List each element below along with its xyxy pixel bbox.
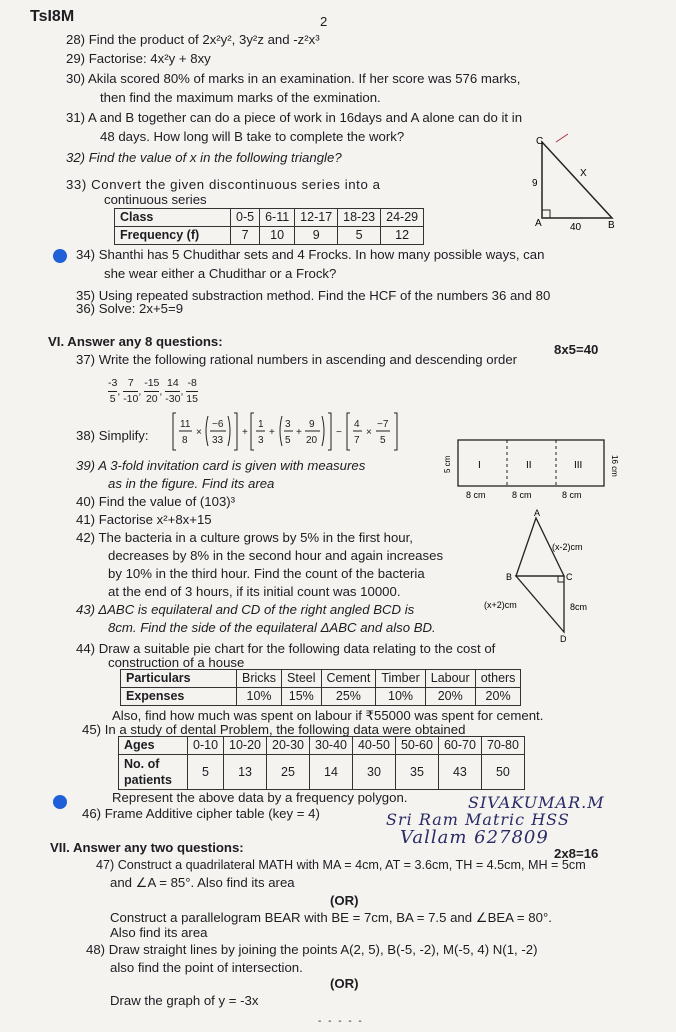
simplify-expression: [172, 408, 422, 454]
question-47: 47) Construct a quadrilateral MATH with MA = 4cm, AT = 3.6cm, TH = 4.5cm, MH = 5cm: [96, 858, 586, 872]
svg-text:8: 8: [182, 435, 188, 446]
blue-dot-marker-2: [53, 795, 67, 809]
svg-text:9: 9: [309, 419, 315, 430]
handwritten-place: Vallam 627809: [400, 827, 549, 848]
svg-text:−6: −6: [212, 419, 224, 430]
svg-text:+: +: [242, 427, 248, 438]
class-frequency-table: Class 0-5 6-11 12-17 18-23 24-29 Frequency (f) 7 10 9 5 12: [114, 208, 424, 245]
svg-text:33: 33: [212, 435, 224, 446]
question-35: 35) Using repeated substraction method. Find the HCF of the numbers 36 and 80: [76, 288, 551, 303]
handwritten-name: SIVAKUMAR.M: [468, 793, 605, 812]
svg-text:×: ×: [196, 427, 202, 438]
question-45: 45) In a study of dental Problem, the following data were obtained: [82, 722, 466, 737]
question-37: 37) Write the following rational numbers in ascending and descending order: [76, 352, 518, 367]
question-47-alt: Construct a parallelogram BEAR with BE = 7cm, BA = 7.5 and ∠BEA = 80°.: [110, 910, 552, 925]
question-47-alt2: Also find its area: [110, 925, 208, 940]
svg-text:−7: −7: [377, 419, 389, 430]
triangle-shape: [542, 142, 612, 218]
svg-text:3: 3: [285, 419, 291, 430]
blue-dot-marker: [53, 249, 67, 263]
svg-text:5: 5: [380, 435, 386, 446]
question-42-line4: at the end of 3 hours, if its initial count was 10000.: [108, 584, 401, 599]
right-triangle-figure: [520, 130, 620, 235]
question-39-line2: as in the figure. Find its area: [108, 476, 275, 491]
question-33-line2: continuous series: [104, 192, 207, 207]
question-44: 44) Draw a suitable pie chart for the following data relating to the cost of: [76, 641, 496, 656]
fig-ac-label: (x-2)cm: [552, 542, 583, 552]
svg-text:20: 20: [306, 435, 318, 446]
question-45-line2: Represent the above data by a frequency polygon.: [112, 790, 408, 805]
or-divider-2: (OR): [330, 976, 359, 991]
question-46: 46) Frame Additive cipher table (key = 4): [82, 806, 320, 821]
question-40: 40) Find the value of (103)³: [76, 494, 236, 509]
rational-numbers-list: $\frac{-3}{5}$ , $\frac{7}{-10}$ , $\frac{-15}{20}$ , $\frac{14}{-30}$ , $\frac{-8}{15}$: [108, 377, 198, 405]
handwritten-school: Sri Ram Matric HSS: [386, 810, 570, 829]
fig-vertex-c: C: [566, 572, 573, 582]
section-vii-marks: 2x8=16: [554, 846, 599, 861]
question-30-line2: then find the maximum marks of the exmination.: [100, 90, 381, 105]
section-vii-title: VII. Answer any two questions:: [50, 840, 244, 855]
svg-text:+: +: [296, 427, 302, 438]
question-30: 30) Akila scored 80% of marks in an examination. If her score was 576 marks,: [66, 71, 521, 86]
section-vi-marks: 8x5=40: [554, 342, 599, 357]
panel-2: II: [526, 460, 532, 471]
svg-text:7: 7: [354, 435, 360, 446]
question-42-line3: by 10% in the third hour. Find the count of the bacteria: [108, 566, 425, 581]
svg-text:×: ×: [366, 427, 372, 438]
question-38: 38) Simplify:: [76, 428, 149, 443]
fig-cd-label: 8cm: [570, 602, 588, 612]
question-33: 33) Convert the given discontinuous series into a: [66, 177, 381, 192]
question-47-line2: and ∠A = 85°. Also find its area: [110, 875, 295, 890]
end-marker: - - - - -: [318, 1016, 364, 1027]
question-31-line2: 48 days. How long will B take to complete the work?: [100, 129, 405, 144]
vertex-b: B: [608, 220, 615, 231]
question-39: 39) A 3-fold invitation card is given with measures: [76, 458, 366, 473]
question-34-line2: she wear either a Chudithar or a Frock?: [104, 266, 337, 281]
or-divider-1: (OR): [330, 893, 359, 908]
dental-data-table: Ages 0-10 10-20 20-30 30-40 40-50 50-60 60-70 70-80 No. of patients 5 13 25 14 30 35 43 50: [118, 736, 525, 790]
invitation-card-figure: [440, 435, 620, 505]
question-32: 32) Find the value of x in the following triangle?: [66, 150, 342, 165]
side-bc-label: X: [580, 168, 587, 179]
construction-cost-table: Particulars Bricks Steel Cement Timber Labour others Expenses 10% 15% 25% 10% 20% 20%: [120, 669, 521, 706]
question-44-line2: construction of a house: [108, 655, 245, 670]
panel-2-width: 8 cm: [512, 490, 532, 500]
question-48-line2: also find the point of intersection.: [110, 960, 303, 975]
triangle-abcd-figure: [480, 506, 600, 646]
question-28: 28) Find the product of 2x²y², 3y²z and -z²x³: [66, 32, 320, 47]
fig-vertex-a: A: [534, 508, 541, 518]
section-vi-title: VI. Answer any 8 questions:: [48, 334, 223, 349]
side-ac-label: 9: [532, 178, 538, 189]
question-36: 36) Solve: 2x+5=9: [76, 301, 184, 316]
vertex-c: C: [536, 136, 544, 147]
side-ab-label: 40: [570, 222, 582, 233]
card-height-5cm: 5 cm: [443, 455, 452, 473]
fig-bd-label: (x+2)cm: [484, 600, 517, 610]
svg-text:4: 4: [354, 419, 360, 430]
fig-vertex-d: D: [560, 634, 567, 644]
panel-3: III: [574, 460, 583, 471]
page-number: 2: [320, 14, 328, 29]
svg-text:+: +: [269, 427, 275, 438]
question-42-line2: decreases by 8% in the second hour and again increases: [108, 548, 444, 563]
svg-text:5: 5: [285, 435, 291, 446]
panel-3-width: 8 cm: [562, 490, 582, 500]
panel-1: I: [478, 460, 481, 471]
vertex-a: A: [535, 218, 542, 229]
question-41: 41) Factorise x²+8x+15: [76, 512, 212, 527]
svg-text:11: 11: [180, 419, 191, 430]
question-29: 29) Factorise: 4x²y + 8xy: [66, 51, 211, 66]
paper-code: TsI8M: [30, 8, 75, 25]
svg-text:3: 3: [258, 435, 264, 446]
question-42: 42) The bacteria in a culture grows by 5% in the first hour,: [76, 530, 413, 545]
svg-text:1: 1: [258, 419, 264, 430]
svg-text:−: −: [336, 427, 342, 438]
question-48-alt: Draw the graph of y = -3x: [110, 993, 259, 1008]
fig-vertex-b: B: [506, 572, 513, 582]
question-34: 34) Shanthi has 5 Chudithar sets and 4 Frocks. In how many possible ways, can: [76, 247, 545, 262]
card-height-16cm: 16 cm: [610, 455, 619, 477]
question-44-line3: Also, find how much was spent on labour if ₹55000 was spent for cement.: [112, 708, 544, 723]
panel-1-width: 8 cm: [466, 490, 486, 500]
question-48: 48) Draw straight lines by joining the points A(2, 5), B(-5, -2), M(-5, 4) N(1, -2): [86, 942, 538, 957]
question-43: 43) ΔABC is equilateral and CD of the right angled BCD is: [76, 602, 415, 617]
question-43-line2: 8cm. Find the side of the equilateral ΔABC and also BD.: [108, 620, 436, 635]
question-31: 31) A and B together can do a piece of work in 16days and A alone can do it in: [66, 110, 523, 125]
